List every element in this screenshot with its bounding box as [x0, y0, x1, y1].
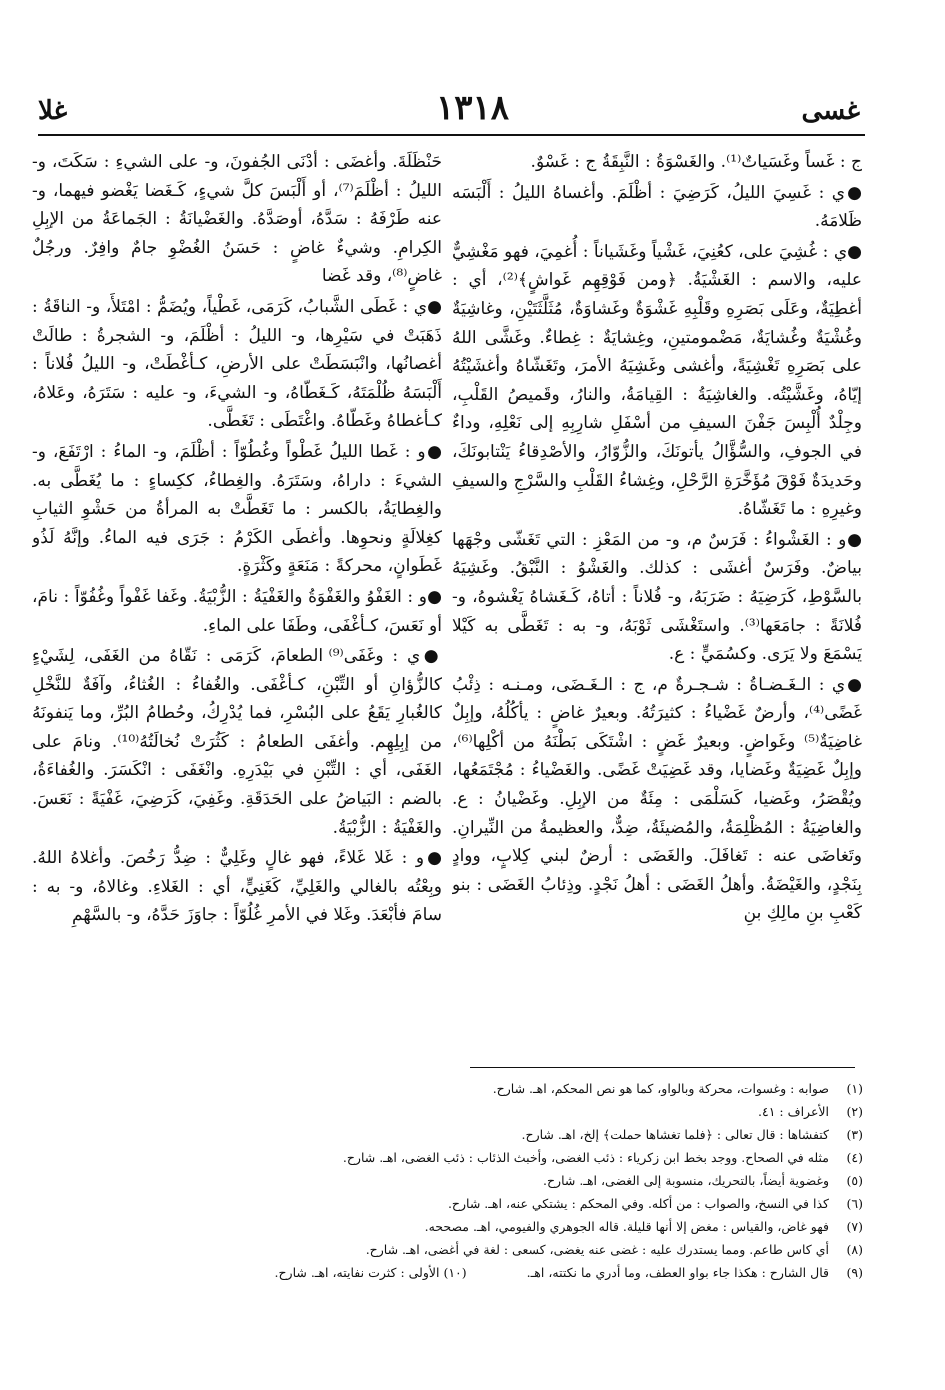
footnote-rule [470, 1067, 855, 1068]
header-root-word-left: غلا [38, 96, 68, 126]
footnote [160, 1123, 863, 1146]
footnote-text: الأعراف : ٤١. [758, 1104, 829, 1119]
entry-paragraph: ج : غَساً وغَسَياتٌ⁽¹⁾. والغَسْوَةُ : النَّبِقَةُ ج : غَسْوٌ. [530, 152, 862, 172]
footnote-text: أي كاس طاعم. ومما يستدرك عليه : غضى عنه يغضى، كسعى : لغة في أغضى، اهـ. شارح. [365, 1242, 829, 1257]
footnote-number: (٥) [846, 1173, 863, 1188]
footnote-number: (٨) [846, 1242, 863, 1257]
footnote-text: قال الشارح : هكذا جاء بواو العطف، وما أدري ما نكتته، اهـ. [526, 1265, 829, 1280]
footnote [160, 1192, 863, 1215]
footnote [160, 1169, 863, 1192]
left-column [32, 148, 442, 1051]
footnote-number: (٧) [846, 1219, 863, 1234]
entry-paragraph: ●ي : الـغَـضـاةُ : شـجـرةٌ م، ج : الـغَـضَى، ومـنـه : ذِئْبُ غَضًى⁽⁴⁾، وأرضٌ غَضْياءُ : كثيرَتُهُ. وبعيرٌ غاضٍ : يأكُلُهُ، وإبِلٌ غاضِيَةٌ⁽⁵⁾ وغَواضٍ. وبعيرٌ غَضٍ : اشْتَكَى بَطْنَهُ من أكْلِها⁽⁶⁾، وإبِلٌ غَضِيَةٌ وغَضايا، وقد غَضِيَتْ غَضًى. والغَضْياءُ : مُجْتَمَعُها، ويُقْصَرُ، وغَضيا، كَسَلْمَى : مِئَةٌ من الإبِلِ. وغَضْيانُ : ع. والغاضِيَةُ : المُظْلِمَةُ، والمُضيئَةُ، ضِدٌّ، والعظيمةُ من النِّيرانِ. وتَغاضَى عنه : تَغافَلَ. والغَضَى : أرضٌ لبني كِلابٍ، ووادٍ بِنَجْدٍ، والغَيْضَةُ. وأهلُ الغَضَى : أهلُ نَجْدٍ. وذِئابُ الغَضَى : بنو كَعْبِ بنِ مالِكِ بنِ [452, 674, 862, 924]
footnote [160, 1146, 863, 1169]
page-number: ١٣١٨ [435, 88, 510, 128]
entry-paragraph: ●ي : غَطَى الشَّبابُ، كَرَمَى، غَطْياً، ويُضَمُّ : امْتَلأَ، و- الناقَةُ : ذَهَبَتْ في سَيْرِها، و- الليلُ : أظْلَمَ، و- الشجرةُ : طالَتْ أغصانُها، وانْبَسَطَتْ على الأرضِ، كـأغْطَتْ، و- الليلُ فُلاناً : أَلْبَسَهُ ظُلْمَتَهُ، كَـغَطّاهُ، و- الشيءَ، و- عليه : سَتَرَهُ، وعَلاهُ، كـأغطاهُ وغَطّاهُ. واغْتَطَى : تَغَطَّى. [32, 296, 442, 432]
footnote-ten: (١٠) الأولى : كثرت نفايته، اهـ. شارح. [274, 1265, 467, 1280]
entry-paragraph: ●و : الغَفْوُ والغَفْوَةُ والغَفْيَةُ : الزُّبْيَةُ. وغَفا غَفْواً وغُفُوّاً : نامَ، أو نَعَسَ، كـأغْفَى، وطَفَا على الماءِ. [32, 586, 442, 636]
footnotes [160, 1077, 863, 1284]
header-rule [38, 134, 865, 136]
footnote-text: مثله في الصحاح. ووجد بخط ابن زكرياء : ذئب الغضى، وأخبث الذئاب : ذئب الغضى، اهـ. شارح. [342, 1150, 829, 1165]
entry-paragraph: ●ي : غَسِيَ الليلُ، كَرَضِيَ : أظْلَمَ. وأغساهُ الليلُ : أَلْبَسَه ظَلامَهُ. [452, 182, 862, 232]
footnote-text: وغضوية أيضاً، بالتحريك، منسوبة إلى الغضى، اهـ. شارح. [542, 1173, 829, 1188]
footnote [160, 1238, 863, 1261]
footnote-text: كذا في النسخ، والصواب : من أكله. وفي المحكم : يشتكي عنه، اهـ. شارح. [447, 1196, 829, 1211]
footnote-text: صوابه : وغسوات، محركة وبالواو، كما هو نص المحكم، اهـ. شارح. [492, 1081, 829, 1096]
footnote [160, 1261, 863, 1284]
footnote-number: (٢) [846, 1104, 863, 1119]
footnote [160, 1215, 863, 1238]
entry-paragraph: ●و : غَلا غَلاءً، فهو غالٍ وغَلِيٌّ : ضِدُّ رَخُصَ. وأغلاهُ اللهُ. وبِعْتُه بالغالي والغَلِيِّ، كَغَنِيٍّ، أي : الغَلاءِ. وغالاهُ، و- به : سامَ فأبْعَدَ. وغَلا في الأمرِ غُلُوّاً : جاوَزَ حَدَّهُ، و- بالسَّهْمِ [32, 848, 442, 926]
footnote-number: (٣) [846, 1127, 863, 1142]
right-column [452, 148, 862, 1051]
footnote-text: كتفشاها : قال تعالى : ﴿فلما تغشاها حملت﴾ إلخ، اهـ. شارح. [521, 1127, 829, 1142]
entry-paragraph: ●ي : غُشِيَ على، كعُنِيَ، غَشْياً وغَشَياناً : أُغمِيَ، فهو مَغْشِيٌّ عليه، والاسم : الغَشْيَةُ. ﴿ومن فَوْقِهِم غَواشٍ﴾⁽²⁾، أي : أغطِيَةٌ، وعَلَى بَصَرِهِ وقَلْبِهِ غَشْوَةٌ وغَشاوَةٌ، مُثَلَّثَتَيْنِ، وغاشِيَةٌ وغُشْيَةٌ وغُشايَةٌ، مَضْمومتينِ، وغِشايَةٌ : غِطاءٌ. وغَشَّى اللهُ على بَصَرِهِ تَغْشِيَةً، وأغشى وغَشِيَهُ الأمرَ، وتَغَشّاهُ وأغشَيْتُهُ إيّاهُ، وغَشَّيْتُه. والغاشِيَةُ : القِيامَةُ، والنارُ، وقَميصُ القَلْبِ، وجِلْدٌ أُلْبِسَ جَفْنَ السيفِ من أسْفَلِ شارِبِهِ إلى نَعْلِهِ، وداءٌ في الجوفِ، والسُّؤَّالُ يأتونَكَ، والزُّوّارُ، والأصْدِقاءُ يَنْتابونَكَ، وحَديدَةٌ فَوْقَ مُؤَخَّرَةِ الرَّحْلِ، وغِشاءُ القَلْبِ والسَّرْجِ والسيفِ وغيرِهِ : ما تَغَشّاهُ. [452, 241, 862, 520]
footnote-text: فهو غاض، والقياس : مغض إلا أنها قليلة. قاله الجوهري والفيومي، اهـ. مصححه. [424, 1219, 829, 1234]
entry-paragraph: ●و : الغَشْواءُ : فَرَسٌ م، و- من المَعْزِ : التي تَغَشّى وجْهَها بياضٌ. وفَرَسٌ أغشَى : كذلك. والغَشْوُ : النَّبْقُ. وغَشِيَهُ بالسَّوْطِ، كَرَضِيَهُ : ضَرَبَهُ، و- فُلاناً : أتاهُ، كَـغَشاهُ يَغْشوهُ، و- فُلانَةً : جامَعَها⁽³⁾. واستَغْشَى ثَوْبَهُ، و- به : تَغَطَّى به كَيْلا يَسْمَعَ ولا يَرَى. وكسُمَيٍّ : ع. [452, 529, 862, 665]
entry-paragraph: ●و : غَطا الليلُ غَطْواً وغُطُوّاً : أظْلَمَ، و- الماءُ : ارْتَفَعَ، و- الشيءَ : داراهُ، وسَتَرَهُ. والغِطاءُ، ككِساءٍ : ما يُغَطَّى به. والغِطايَةُ، بالكسر : ما تَغَطَّتْ به المرأةُ من حَشْوِ الثيابِ كغِلالَةٍ ونحوِها. وأغطَى الكَرْمُ : جَرَى فيه الماءُ. وإنَّهُ لَذُو غَطَوانٍ، محركةً : مَنَعَةٍ وكَثْرَةٍ. [32, 441, 442, 577]
footnote-number: (٦) [846, 1196, 863, 1211]
page-header [40, 88, 905, 128]
entry-paragraph: ●ي : وغَفَى⁽⁹⁾ الطعامَ، كَرَمَى : نَقّاهُ من الغَفَى، لِشَيْءٍ كالزُّؤانِ أو التِّبْنِ، كـأغْفَى. والغُفاءُ : الغُثاءُ، وآفَةٌ للنَّخْلِ كالغُبارِ يَقَعُ على البُسْرِ، فما يُدْرِكُ، وحُطامُ البُرِّ، وما يَنفونَهُ من إبِلِهِم. وأغفَى الطعامُ : كَثُرَتْ نُخالَتُهُ⁽¹⁰⁾. ونامَ على الغَفَى، أي : التِّبْنِ في بَيْدَرِهِ. وانْغَفَى : انْكَسَرَ. والغُفاءَةُ، بالضم : البَياضُ على الحَدَقَةِ. وغَفِيَ، كَرَضِيَ، غَفْيَةً : نَعَسَ. والغَفْيَةُ : الزُّبْيَةُ. [32, 646, 442, 838]
footnote [160, 1077, 863, 1100]
header-root-word-right: غسى [801, 96, 860, 126]
footnote-number: (٩) [846, 1265, 863, 1280]
footnote [160, 1100, 863, 1123]
footnote-number: (١) [846, 1081, 863, 1096]
entry-paragraph: حَنْظَلَةَ. وأغضَى : أدْنَى الجُفونَ، و- على الشيءِ : سَكَتَ، و- الليلُ : أظْلَمَ⁽⁷⁾، أو أَلْبَسَ كلَّ شيءٍ، كَـغَضا يَغْضو فيهما، و- عنه طَرْفَهُ : سَدَّهُ، أوصَدَّهُ. والغَضْيانَةُ : الجَماعَةُ من الإبِلِ الكِرامِ. وشيءٌ غاضٍ : حَسَنُ الغُضْوِ جامٌ وافِرٌ. ورجُلٌ غاضٍ⁽⁸⁾، وقد غَضا [32, 152, 442, 287]
footnote-number: (٤) [846, 1150, 863, 1165]
